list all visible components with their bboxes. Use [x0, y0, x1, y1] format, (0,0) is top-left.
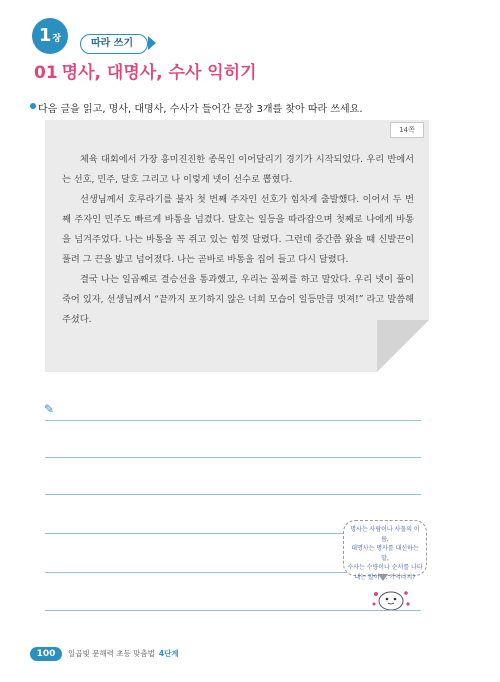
title-number: 01	[34, 63, 58, 83]
instruction: 다음 글을 읽고, 명사, 대명사, 수사가 들어간 문장 3개를 찾아 따라 쓰세요.	[38, 104, 363, 115]
footer	[68, 648, 179, 659]
mascot-character-icon	[368, 584, 414, 610]
bubble-tail	[378, 574, 388, 581]
title-text: 명사, 대명사, 수사 익히기	[61, 63, 257, 83]
bubble-line: 명사는 사람이나 사물의 이름,	[350, 526, 420, 543]
bubble-line: 수사는 수량이나 순서를 나타	[347, 564, 423, 571]
bullet-icon	[30, 103, 36, 109]
pencil-icon: ✎	[44, 402, 55, 416]
page-reference-tag: 14쪽	[390, 122, 424, 138]
writing-line[interactable]	[45, 610, 421, 611]
passage-paragraph: 결국 나는 일곱째로 결승선을 통과했고, 우리는 꼴찌를 하고 말았다. 우리 넷이 풀이 죽어 있자, 선생님께서 “끝까지 포기하지 않은 너희 모습이 일등만큼 멋져!” 라고 말씀해 주셨다.	[62, 274, 414, 325]
bubble-line: 대명사는 명사를 대신하는 말,	[351, 545, 419, 562]
chapter-number: 1	[38, 25, 52, 46]
writing-line[interactable]	[45, 494, 421, 495]
chapter-unit: 장	[52, 34, 62, 44]
page-title	[34, 58, 257, 83]
book-level: 4단계	[158, 649, 179, 658]
chapter-badge	[32, 18, 68, 54]
book-title: 일곱빛 문해력 초등 맞춤법	[68, 649, 155, 658]
writing-line[interactable]	[45, 420, 421, 421]
bubble-line: 내는 말이야. 기억나지?	[354, 573, 416, 581]
passage	[62, 150, 414, 330]
speech-bubble	[343, 520, 427, 581]
play-arrow-icon	[148, 36, 156, 50]
section-tag: 따라 쓰기	[80, 34, 148, 54]
passage-paragraph: 체육 대회에서 가장 흥미진진한 종목인 이어달리기 경기가 시작되었다. 우리 반에서는 선호, 민주, 달호 그리고 나 이렇게 넷이 선수로 뽑혔다.	[62, 154, 414, 185]
writing-line[interactable]	[45, 457, 421, 458]
passage-paragraph: 선생님께서 호루라기를 불자 첫 번째 주자인 선호가 힘차게 출발했다. 이어서 두 번째 주자인 민주도 빠르게 바통을 넘겼다. 달호는 일등을 따라잡으며 첫째로 나에게 바통을 넘겨주었다. 나는 바통을 꼭 쥐고 있는 힘껏 달렸다. 그런데 중간쯤 왔을 때 신발끈이 풀려 그 끈을 밟고 넘어졌다. 나는 곧바로 바통을 집어 들고 다시 달렸다.	[62, 194, 414, 265]
page-number: 100	[30, 647, 62, 661]
